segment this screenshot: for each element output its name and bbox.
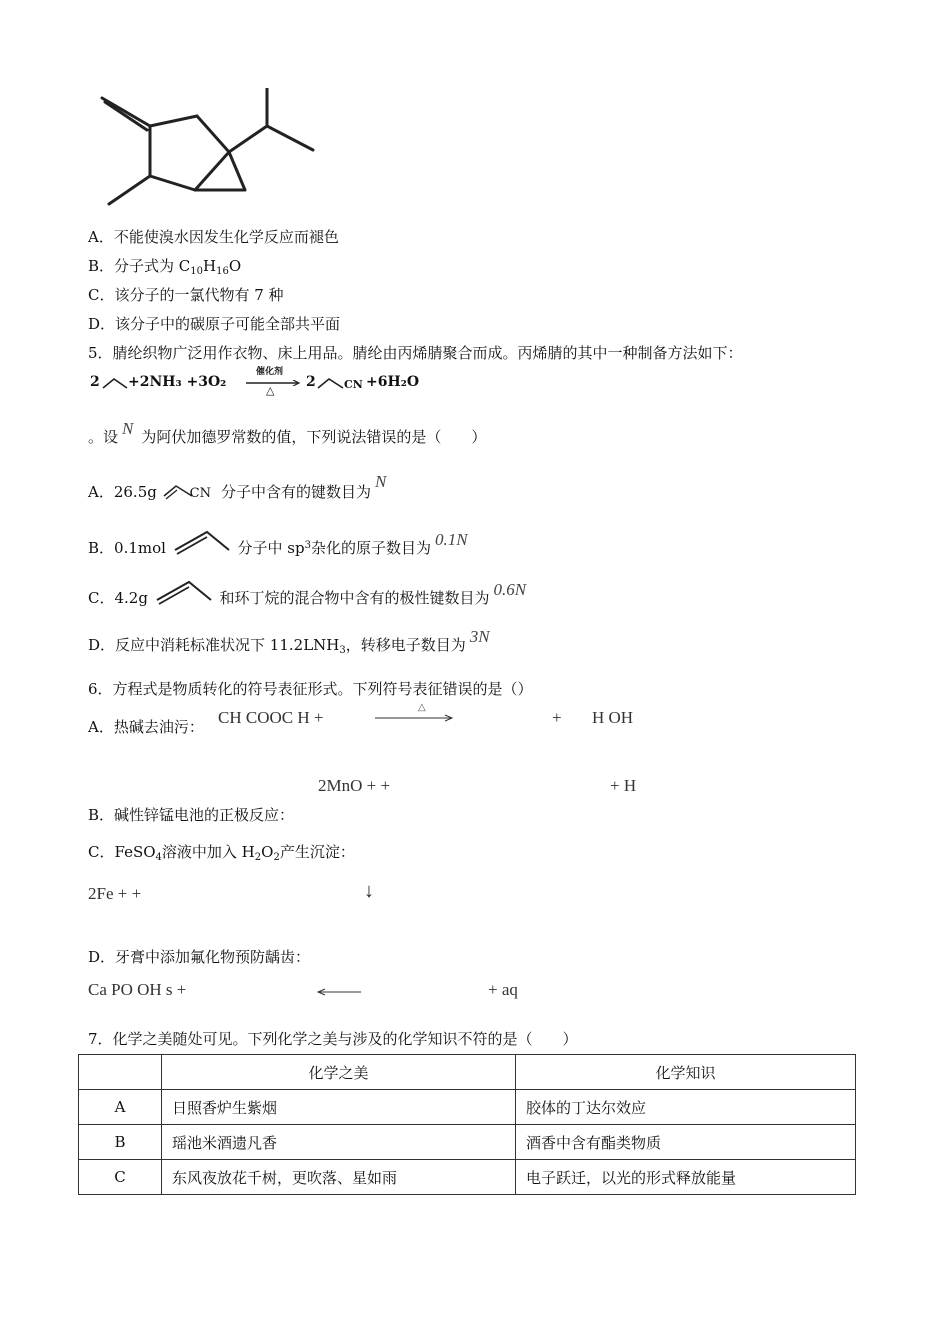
- table-cell: B: [79, 1125, 162, 1160]
- q5-option-d: D．反应中消耗标准状况下 $11.2LNH_3$，转移电子数目为 3N: [88, 627, 490, 656]
- table-cell: 酒香中含有酯类物质: [516, 1125, 856, 1160]
- table-cell: A: [79, 1090, 162, 1125]
- q5-option-b: B．0.1mol 分子中 $sp^3$杂化的原子数目为 0.1N: [88, 530, 468, 557]
- table-header-cell: 化学知识: [516, 1055, 856, 1090]
- table-cell: 胶体的丁达尔效应: [516, 1090, 856, 1125]
- q6-b-formula-right: + H: [610, 776, 637, 795]
- q4-option-d: D．该分子中的碳原子可能全部共平面: [88, 315, 341, 333]
- q6-option-a: A．热碱去油污：: [88, 718, 204, 736]
- q4-option-c: C．该分子的一氯代物有 7 种: [88, 286, 284, 304]
- q6-a-formula: CH COOC H +: [218, 708, 324, 727]
- table-header-row: [79, 1055, 856, 1090]
- q6-a-heat: △: [418, 702, 426, 713]
- q5-equation: 2 +2NH₃ +3O₂ 催化剂 △ 2 CN +6H₂O: [90, 367, 420, 397]
- q5-lead: 。设 N 为阿伏加德罗常数的值，下列说法错误的是（ ）: [88, 419, 487, 446]
- q6-d-formula: Ca PO OH s +: [88, 980, 187, 999]
- table-cell: 瑶池米酒遗凡香: [162, 1125, 516, 1160]
- table-header-cell: [79, 1055, 162, 1090]
- molecule-structure: [95, 88, 325, 210]
- table-header-cell: 化学之美: [162, 1055, 516, 1090]
- q6-option-c: C．FeSO$_4$溶液中加入 $H_2O_2$产生沉淀：: [88, 843, 355, 863]
- q6-d-arrow: [316, 988, 362, 996]
- q5-option-a: A．26.5g CN 分子中含有的键数目为N: [88, 472, 387, 501]
- q6-b-formula: 2MnO + +: [318, 776, 391, 795]
- q6-c-formula: 2Fe + +: [88, 884, 142, 903]
- q4-option-a: A．不能使溴水因发生化学反应而褪色: [88, 228, 339, 246]
- q6-c-precipitate: ↓: [364, 880, 374, 902]
- table-row: [79, 1160, 856, 1195]
- q6-a-arrow: [375, 714, 455, 722]
- table-row: [79, 1125, 856, 1160]
- q6-d-right: + aq: [488, 980, 518, 999]
- q6-a-plus: +: [552, 708, 562, 727]
- q7-table: [78, 1054, 856, 1195]
- q6-a-right: H OH: [592, 708, 634, 727]
- q6-option-b: B．碱性锌锰电池的正极反应：: [88, 806, 295, 824]
- table-cell: 日照香炉生紫烟: [162, 1090, 516, 1125]
- q6-option-d: D．牙膏中添加氟化物预防龋齿：: [88, 948, 311, 966]
- q5-stem: 5．腈纶织物广泛用作衣物、床上用品。腈纶由丙烯腈聚合而成。丙烯腈的其中一种制备方法如下：: [88, 344, 743, 362]
- q6-stem: 6．方程式是物质转化的符号表征形式。下列符号表征错误的是（）: [88, 680, 533, 698]
- q5-option-c: C．4.2g 和环丁烷的混合物中含有的极性键数目为 0.6N: [88, 580, 527, 607]
- table-cell: C: [79, 1160, 162, 1195]
- table-cell: 东风夜放花千树，更吹落、星如雨: [162, 1160, 516, 1195]
- q4-option-b: B．分子式为 $C_{10}H_{16}O$: [88, 257, 242, 277]
- q7-stem: 7．化学之美随处可见。下列化学之美与涉及的化学知识不符的是（ ）: [88, 1030, 578, 1048]
- table-cell: 电子跃迁，以光的形式释放能量: [516, 1160, 856, 1195]
- table-row: [79, 1090, 856, 1125]
